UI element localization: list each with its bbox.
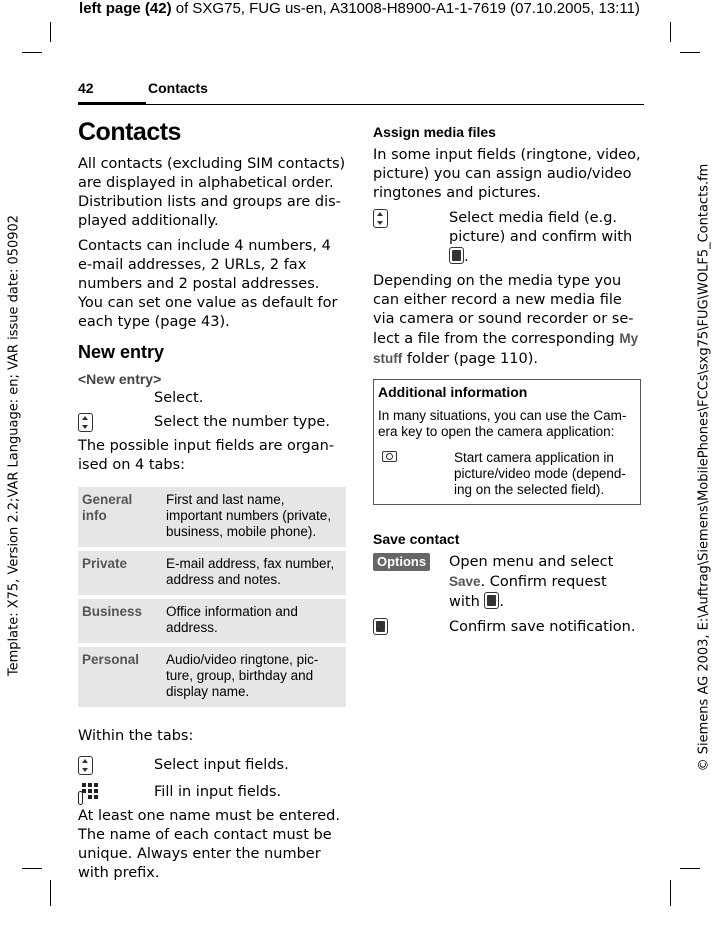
table-row xyxy=(78,487,346,547)
select-media-step xyxy=(373,209,641,267)
select-media-text-content: Select media field (e.g. picture) and confirm with xyxy=(449,210,633,245)
depending-text-b: folder (page 110). xyxy=(402,351,538,367)
tab-name: Private xyxy=(78,551,162,595)
page-number: 42 xyxy=(78,80,94,96)
assign-media-heading: Assign media files xyxy=(373,124,496,140)
center-key-icon xyxy=(449,247,464,264)
tab-name: Personal xyxy=(78,647,162,707)
number-type-step xyxy=(78,413,348,432)
step-icon-cell xyxy=(78,783,154,802)
tab-name: General info xyxy=(78,487,162,547)
step-icon-cell xyxy=(78,756,154,775)
numbers-paragraph: Contacts can include 4 numbers, 4 e-mail addresses, 2 URLs, 2 fax numbers and 2 postal addresses. You can set one value as default for each type (page 43). xyxy=(78,238,338,330)
tab-description: Office information and address. xyxy=(162,599,346,643)
camera-icon-cell xyxy=(378,450,454,498)
crop-mark xyxy=(50,22,51,42)
camera-info-row xyxy=(378,450,636,498)
info-text: In many situations, you can use the Cam-era key to open the camera application: xyxy=(378,408,627,439)
table-row xyxy=(78,551,346,595)
navigation-key-icon xyxy=(373,209,388,228)
navigation-key-icon xyxy=(78,756,93,775)
confirm-text: Confirm save notification. xyxy=(449,619,636,635)
tab-name: Business xyxy=(78,599,162,643)
save-contact-heading: Save contact xyxy=(373,531,460,547)
info-heading: Additional information xyxy=(378,384,528,400)
depending-text-a: Depending on the media type you can either record a new media file via camera or sound recorder or se-lect a file from the corresponding xyxy=(373,273,634,347)
select-text: Select. xyxy=(154,390,204,406)
additional-info-box xyxy=(373,379,641,505)
header-rule-thick xyxy=(78,102,146,105)
camera-info-text: Start camera application in picture/video mode (depend-ing on the selected field). xyxy=(454,450,626,497)
step-icon-cell xyxy=(373,553,449,572)
options-text: Open menu and select Save. Confirm request with . xyxy=(449,554,614,610)
options-step xyxy=(373,553,641,612)
new-entry-heading: New entry xyxy=(78,342,165,362)
confirm-step xyxy=(373,618,641,637)
header-rule xyxy=(146,104,644,105)
crop-mark xyxy=(22,52,42,53)
my-stuff-label: My stuff xyxy=(373,331,639,366)
copyright-sidebar-text: © Siemens AG 2003, E:\Auftrag\Siemens\MobilePhones\FCCs\sxg75\FUG\WOLF5_Contacts.fm xyxy=(696,163,712,772)
center-key-icon xyxy=(484,592,499,609)
assign-media-paragraph: In some input fields (ringtone, video, picture) you can assign audio/video ringtones and pictures. xyxy=(373,147,641,201)
right-column xyxy=(373,118,641,642)
fill-fields-step xyxy=(78,783,348,802)
intro-paragraph: All contacts (excluding SIM contacts) are displayed in alphabetical order. Distribution lists and groups are dis-played additionally. xyxy=(78,156,346,229)
organised-paragraph: The possible input fields are organ-ised on 4 tabs: xyxy=(78,438,335,473)
running-section-title: Contacts xyxy=(148,80,208,96)
new-entry-label: <New entry> xyxy=(78,371,162,387)
print-header-rest: of SXG75, FUG us-en, A31008-H8900-A1-1-7619 (07.10.2005, 13:11) xyxy=(171,0,640,17)
print-header xyxy=(0,0,719,18)
table-row xyxy=(78,599,346,643)
print-header-bold: left page (42) xyxy=(79,0,172,17)
crop-mark xyxy=(670,880,671,906)
within-tabs-text: Within the tabs: xyxy=(78,728,194,744)
select-fields-step xyxy=(78,756,348,775)
tab-description: E-mail address, fax number, address and notes. xyxy=(162,551,346,595)
step-icon-cell xyxy=(373,209,449,228)
crop-mark xyxy=(22,868,42,869)
select-fields-text: Select input fields. xyxy=(154,757,289,773)
save-word: Save xyxy=(449,574,481,589)
navigation-key-icon xyxy=(78,413,93,432)
tab-description: First and last name, important numbers (private, business, mobile phone). xyxy=(162,487,346,547)
step-icon-cell xyxy=(373,618,449,637)
tab-description: Audio/video ringtone, pic-ture, group, birthday and display name. xyxy=(162,647,346,707)
left-column xyxy=(78,118,348,889)
depending-paragraph xyxy=(373,272,641,369)
crop-mark xyxy=(50,880,51,906)
crop-mark xyxy=(680,868,700,869)
chapter-title: Contacts xyxy=(78,118,181,146)
crop-mark xyxy=(670,22,671,42)
select-media-text: Select media field (e.g. picture) and confirm with . xyxy=(449,210,633,265)
center-key-icon xyxy=(373,618,388,635)
template-sidebar-text: Template: X75, Version 2.2;VAR Language: en; VAR issue date: 050902 xyxy=(6,214,22,677)
tabs-table xyxy=(78,483,346,711)
step-icon-placeholder xyxy=(78,389,154,408)
options-softkey: Options xyxy=(373,553,430,571)
step-icon-cell xyxy=(78,413,154,432)
keypad-icon xyxy=(78,783,102,805)
save-text-a: Open menu and select xyxy=(449,554,614,570)
table-row xyxy=(78,647,346,707)
crop-mark xyxy=(680,52,700,53)
camera-icon xyxy=(382,451,397,462)
number-type-text: Select the number type. xyxy=(154,414,330,430)
fill-fields-text: Fill in input fields. xyxy=(154,784,282,800)
save-text-b: . Confirm request with xyxy=(449,574,607,610)
closing-paragraph: At least one name must be entered. The name of each contact must be unique. Always enter the number with prefix. xyxy=(78,808,340,881)
select-step xyxy=(78,389,348,408)
